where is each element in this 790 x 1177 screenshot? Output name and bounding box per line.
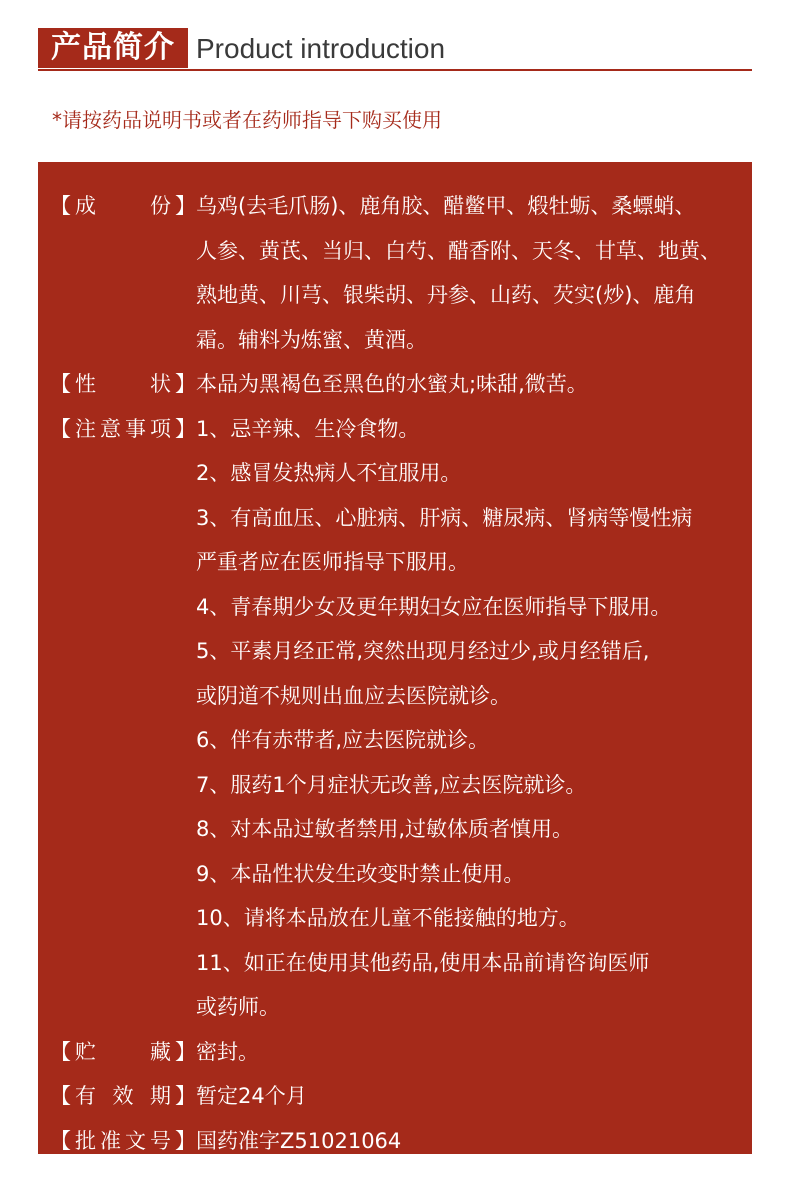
label-text xyxy=(71,362,175,407)
info-label xyxy=(50,1119,196,1164)
label-text xyxy=(71,184,175,229)
label-char: 意 xyxy=(100,416,121,441)
bracket-close: 】 xyxy=(175,1039,196,1064)
content-line: 4、青春期少女及更年期妇女应在医师指导下服用。 xyxy=(196,594,672,619)
info-content xyxy=(196,1030,750,1075)
content-line: 5、平素月经正常,突然出现月经过少,或月经错后, xyxy=(196,639,650,663)
label-char: 贮 xyxy=(75,1039,96,1064)
content-line: 3、有高血压、心脏病、肝病、糖尿病、肾病等慢性病 xyxy=(196,505,693,530)
content-line: 1、忌辛辣、生冷食物。 xyxy=(196,416,420,441)
content-line: 10、请将本品放在儿童不能接触的地方。 xyxy=(196,906,580,930)
label-char: 批 xyxy=(75,1128,96,1153)
info-label xyxy=(50,184,196,229)
bracket-close: 】 xyxy=(175,194,196,218)
info-content xyxy=(196,407,750,1030)
label-char: 号 xyxy=(150,1128,171,1153)
info-row-precautions xyxy=(50,407,750,1030)
bracket-close: 】 xyxy=(175,416,196,441)
info-label xyxy=(50,1074,196,1119)
label-text xyxy=(71,1074,175,1119)
bracket-open: 【 xyxy=(50,1039,71,1064)
bracket-open: 【 xyxy=(50,372,71,396)
content-line: 或药师。 xyxy=(196,995,280,1019)
product-info-panel xyxy=(38,162,752,1154)
label-char: 状 xyxy=(150,372,171,396)
bracket-close: 】 xyxy=(175,372,196,396)
content-line: 2、感冒发热病人不宜服用。 xyxy=(196,461,462,485)
bracket-open: 【 xyxy=(50,416,71,441)
content-line: 本品为黑褐色至黑色的水蜜丸;味甜,微苦。 xyxy=(196,372,588,396)
info-content xyxy=(196,1074,750,1119)
section-header xyxy=(38,28,752,71)
content-line: 严重者应在医师指导下服用。 xyxy=(196,550,469,574)
content-line: 11、如正在使用其他药品,使用本品前请咨询医师 xyxy=(196,950,650,975)
content-line: 8、对本品过敏者禁用,过敏体质者慎用。 xyxy=(196,817,574,841)
label-text xyxy=(71,407,175,452)
info-row-storage xyxy=(50,1030,750,1075)
label-char: 性 xyxy=(75,372,96,396)
label-char: 注 xyxy=(75,416,96,441)
info-row-ingredients xyxy=(50,184,750,362)
label-char: 效 xyxy=(112,1084,134,1108)
info-label xyxy=(50,407,196,452)
info-row-appearance xyxy=(50,362,750,407)
label-char: 成 xyxy=(75,194,96,218)
label-char: 文 xyxy=(125,1128,146,1153)
label-char: 有 xyxy=(75,1084,96,1108)
info-content xyxy=(196,184,750,362)
content-line: 9、本品性状发生改变时禁止使用。 xyxy=(196,861,525,886)
info-row-validity xyxy=(50,1074,750,1119)
info-content xyxy=(196,362,750,407)
label-text xyxy=(71,1030,175,1075)
label-char: 份 xyxy=(150,194,171,218)
content-line: 或阴道不规则出血应去医院就诊。 xyxy=(196,683,511,708)
content-line: 熟地黄、川芎、银柴胡、丹参、山药、芡实(炒)、鹿角 xyxy=(196,283,696,307)
label-char: 项 xyxy=(150,416,171,441)
header-title-cn: 产品简介 xyxy=(38,28,188,68)
purchase-notice: *请按药品说明书或者在药师指导下购买使用 xyxy=(52,108,442,132)
bracket-close: 】 xyxy=(175,1128,196,1153)
bracket-open: 【 xyxy=(50,1084,71,1108)
label-char: 藏 xyxy=(150,1039,171,1064)
product-info-list xyxy=(50,184,750,1163)
info-label xyxy=(50,1030,196,1075)
info-row-approval-number xyxy=(50,1119,750,1164)
content-line: 暂定24个月 xyxy=(196,1084,307,1108)
content-line: 密封。 xyxy=(196,1039,259,1064)
bracket-open: 【 xyxy=(50,1128,71,1153)
label-text xyxy=(71,1119,175,1164)
content-line: 人参、黄芪、当归、白芍、醋香附、天冬、甘草、地黄、 xyxy=(196,238,721,263)
info-content xyxy=(196,1119,750,1164)
label-char: 事 xyxy=(125,416,146,441)
content-line: 乌鸡(去毛爪肠)、鹿角胶、醋鳖甲、煅牡蛎、桑螵蛸、 xyxy=(196,194,696,218)
content-line: 国药准字Z51021064 xyxy=(196,1128,402,1153)
bracket-open: 【 xyxy=(50,194,71,218)
info-label xyxy=(50,362,196,407)
label-char: 期 xyxy=(150,1084,171,1108)
header-title-en: Product introduction xyxy=(196,33,446,64)
bracket-close: 】 xyxy=(175,1084,196,1108)
content-line: 霜。辅料为炼蜜、黄酒。 xyxy=(196,327,427,352)
content-line: 7、服药1个月症状无改善,应去医院就诊。 xyxy=(196,772,587,797)
label-char: 准 xyxy=(100,1128,121,1153)
content-line: 6、伴有赤带者,应去医院就诊。 xyxy=(196,728,490,752)
